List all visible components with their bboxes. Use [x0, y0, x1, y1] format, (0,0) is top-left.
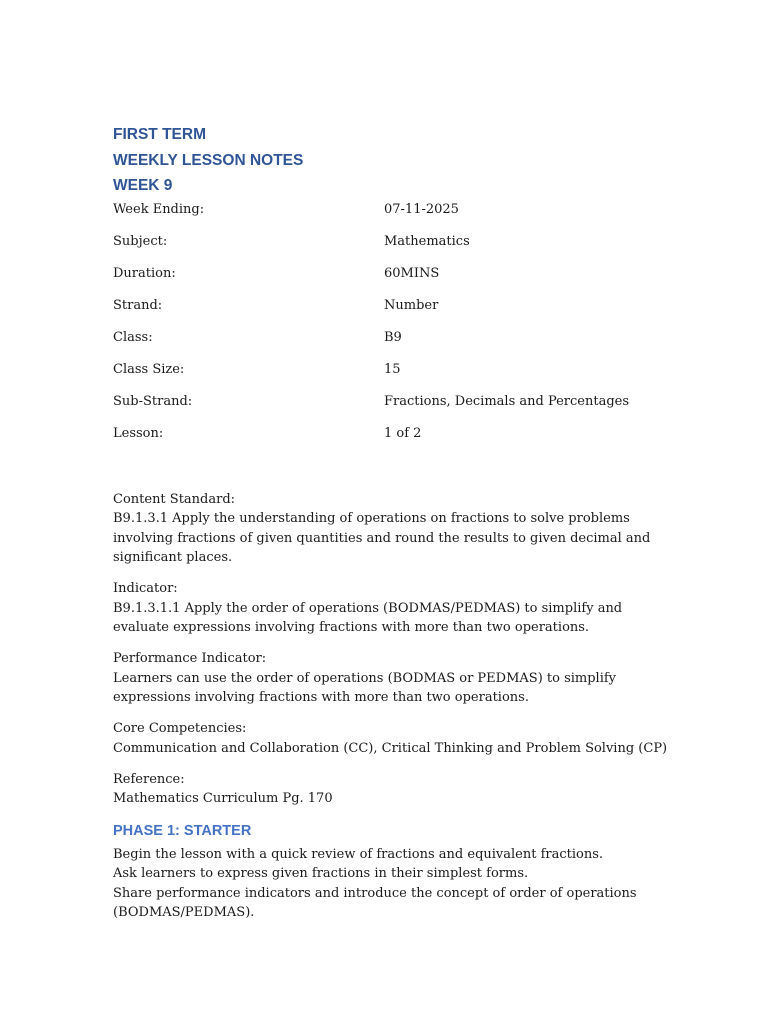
section-label: Content Standard:: [113, 491, 236, 507]
info-label: Class Size:: [113, 361, 185, 377]
info-row-lesson: [113, 423, 673, 455]
info-value: Fractions, Decimals and Percentages: [384, 393, 630, 409]
info-row-duration: [113, 263, 673, 295]
info-label: Class:: [113, 329, 153, 345]
week-heading: WEEK 9: [113, 177, 173, 194]
info-row-class: [113, 327, 673, 359]
info-row-week-ending: [113, 199, 673, 231]
info-row-strand: [113, 295, 673, 327]
lesson-notes-content: [113, 122, 673, 923]
phase-1-line: Share performance indicators and introduce the concept of order of operations (BODMAS/PEDMAS).: [113, 885, 637, 920]
info-value: 15: [384, 361, 401, 377]
reference-section: [113, 770, 673, 809]
section-label: Performance Indicator:: [113, 651, 267, 666]
section-label: Core Competencies:: [113, 721, 247, 736]
section-text: B9.1.3.1 Apply the understanding of operations on fractions to solve problems involving fractions of given quantities and round the results to given decimal and significant places.: [113, 511, 651, 565]
info-label: Week Ending:: [113, 201, 205, 217]
section-text: Mathematics Curriculum Pg. 170: [113, 791, 333, 806]
info-label: Duration:: [113, 265, 176, 281]
lesson-info-table: [113, 199, 673, 455]
core-competencies-section: [113, 719, 673, 758]
info-row-subject: [113, 231, 673, 263]
indicator-section: [113, 579, 673, 638]
info-value: Mathematics: [384, 233, 470, 249]
lesson-sections: [113, 490, 673, 809]
section-text: Learners can use the order of operations (BODMAS or PEDMAS) to simplify expressions involving fractions with more than two operations.: [113, 670, 617, 705]
info-label: Strand:: [113, 297, 163, 313]
phase-1-line: Begin the lesson with a quick review of fractions and equivalent fractions.: [113, 846, 604, 862]
info-value: 07-11-2025: [384, 201, 459, 217]
notes-title-heading: WEEKLY LESSON NOTES: [113, 151, 304, 169]
content-standard-section: [113, 490, 673, 568]
info-value: 1 of 2: [384, 425, 422, 441]
info-label: Lesson:: [113, 425, 164, 441]
phase-1-heading: PHASE 1: STARTER: [113, 822, 252, 839]
section-text: B9.1.3.1.1 Apply the order of operations (BODMAS/PEDMAS) to simplify and evaluate expressions involving fractions with more than two operations.: [113, 600, 623, 635]
info-value: Number: [384, 297, 439, 313]
term-heading: FIRST TERM: [113, 126, 206, 143]
section-text: Communication and Collaboration (CC), Critical Thinking and Problem Solving (CP): [113, 740, 668, 756]
info-row-class-size: [113, 359, 673, 391]
info-row-sub-strand: [113, 391, 673, 423]
info-value: 60MINS: [384, 265, 440, 281]
phase-1-line: Ask learners to express given fractions in their simplest forms.: [113, 866, 529, 881]
section-label: Reference:: [113, 771, 185, 787]
info-label: Subject:: [113, 233, 168, 249]
phase-1-body: [113, 845, 673, 923]
info-value: B9: [384, 329, 402, 345]
performance-indicator-section: [113, 649, 673, 708]
section-label: Indicator:: [113, 581, 178, 596]
info-label: Sub-Strand:: [113, 393, 193, 409]
